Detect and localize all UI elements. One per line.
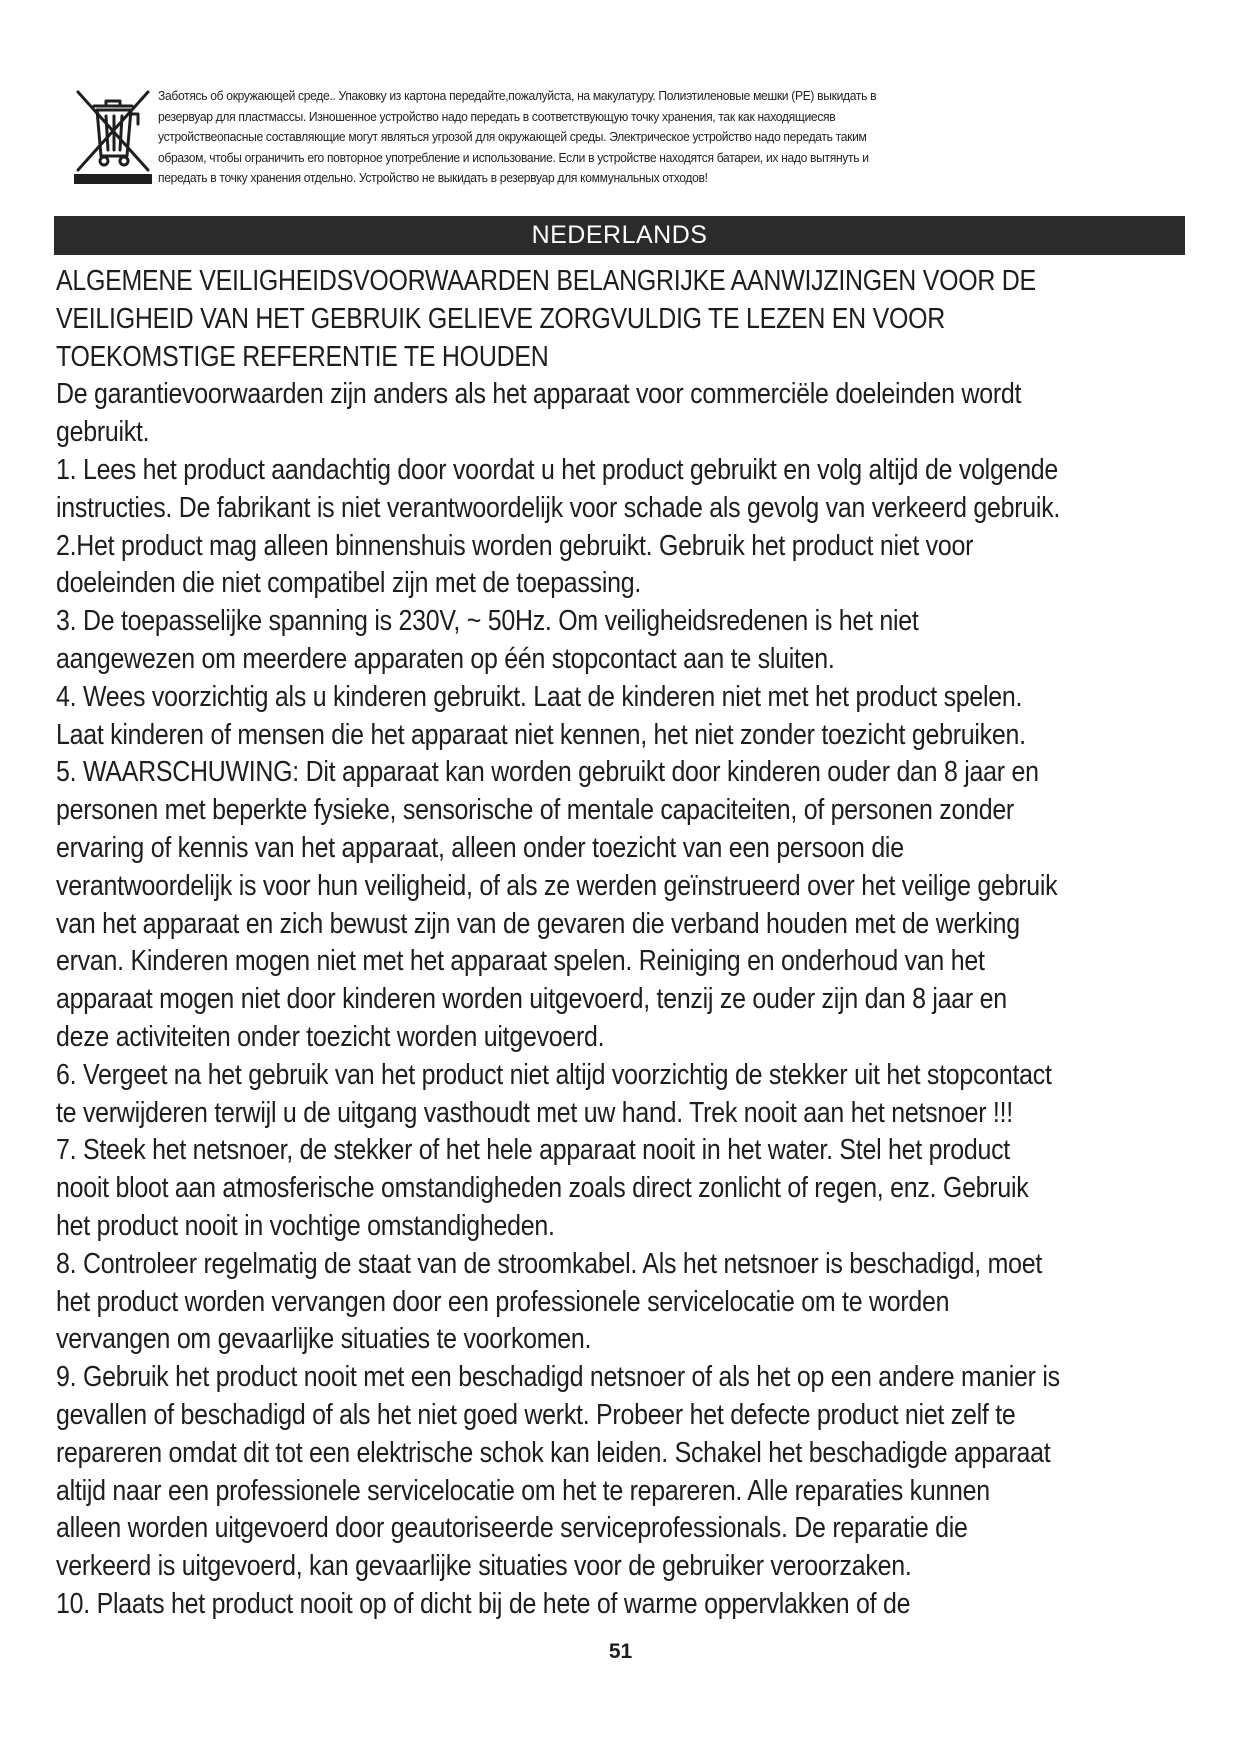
page-number: 51 (608, 1640, 633, 1663)
text-line: ervaring of kennis van het apparaat, alleen onder toezicht van een persoon die (56, 831, 904, 864)
text-line: instructies. De fabrikant is niet verantwoordelijk voor schade als gevolg van verkeerd gebruik. (56, 491, 1061, 524)
text-line: 5. WAARSCHUWING: Dit apparaat kan worden gebruikt door kinderen ouder dan 8 jaar en (56, 756, 1039, 789)
text-line: De garantievoorwaarden zijn anders als het apparaat voor commerciële doeleinden wordt (56, 378, 1022, 411)
text-line: 9. Gebruik het product nooit met een beschadigd netsnoer of als het op een andere manier is (56, 1361, 1060, 1394)
text-line: 1. Lees het product aandachtig door voordat u het product gebruikt en volg altijd de volgende (56, 453, 1059, 486)
text-line: aangewezen om meerdere apparaten op één stopcontact aan te sluiten. (56, 642, 835, 675)
text-line: van het apparaat en zich bewust zijn van de gevaren die verband houden met de werking (56, 907, 1020, 940)
text-line: Laat kinderen of mensen die het apparaat niet kennen, het niet zonder toezicht gebruiken. (56, 718, 1026, 751)
safety-instructions (56, 263, 1216, 1624)
text-line: het product nooit in vochtige omstandigheden. (56, 1209, 555, 1242)
text-line: TOEKOMSTIGE REFERENTIE TE HOUDEN (56, 340, 549, 373)
text-line: ervan. Kinderen mogen niet met het apparaat spelen. Reiniging en onderhoud van het (56, 945, 985, 978)
recycling-line: резервуар для пластмассы. Изношенное устройство надо передать в соответствующую точку хранения, так как находящиесяв (158, 108, 836, 124)
text-line: nooit bloot aan atmosferische omstandigheden zoals direct zonlicht of regen, enz. Gebruik (56, 1172, 1029, 1205)
text-line: altijd naar een professionele servicelocatie om het te repareren. Alle reparaties kunnen (56, 1474, 990, 1507)
text-line: 3. De toepasselijke spanning is 230V, ~ 50Hz. Om veiligheidsredenen is het niet (56, 605, 919, 638)
text-line: vervangen om gevaarlijke situaties te voorkomen. (56, 1323, 592, 1356)
recycling-text (158, 86, 1139, 189)
text-line: deze activiteiten onder toezicht worden uitgevoerd. (56, 1020, 605, 1053)
text-line: VEILIGHEID VAN HET GEBRUIK GELIEVE ZORGVULDIG TE LEZEN EN VOOR (56, 302, 945, 335)
recycling-line: Заботясь об окружающей среде.. Упаковку из картона передайте,пожалуйста, на макулатуру. Полиэтиленовые мешки (PE) выкидать в (158, 88, 877, 103)
text-line: 8. Controleer regelmatig de staat van de stroomkabel. Als het netsnoer is beschadigd, moet (56, 1247, 1043, 1280)
crossed-out-wheelie-bin-icon (70, 90, 156, 186)
text-line: personen met beperkte fysieke, sensorische of mentale capaciteiten, of personen zonder (56, 794, 1014, 827)
text-line: 4. Wees voorzichtig als u kinderen gebruikt. Laat de kinderen niet met het product spelen. (56, 680, 1023, 713)
text-line: te verwijderen terwijl u de uitgang vasthoudt met uw hand. Trek nooit aan het netsnoer !!! (56, 1096, 1013, 1129)
text-line: 7. Steek het netsnoer, de stekker of het hele apparaat nooit in het water. Stel het product (56, 1134, 1010, 1167)
text-line: repareren omdat dit tot een elektrische schok kan leiden. Schakel het beschadigde apparaat (56, 1436, 1051, 1469)
text-line: het product worden vervangen door een professionele servicelocatie om te worden (56, 1285, 950, 1318)
recycling-line: образом, чтобы ограничить его повторное употребление и использование. Если в устройстве находятся батареи, их надо вытянуть и (158, 149, 869, 165)
text-line: 6. Vergeet na het gebruik van het product niet altijd voorzichtig de stekker uit het stopcontact (56, 1058, 1052, 1091)
recycling-line: передать в точку хранения отдельно. Устройство не выкидать в резервуар для коммунальных отходов! (158, 170, 708, 185)
text-line: verantwoordelijk is voor hun veiligheid, of als ze werden geïnstrueerd over het veilige gebruik (56, 869, 1058, 902)
text-line: apparaat mogen niet door kinderen worden uitgevoerd, tenzij ze ouder zijn dan 8 jaar en (56, 983, 1007, 1016)
text-line: 2.Het product mag alleen binnenshuis worden gebruikt. Gebruik het product niet voor (56, 529, 974, 562)
text-line: alleen worden uitgevoerd door geautoriseerde serviceprofessionals. De reparatie die (56, 1512, 968, 1545)
recycling-line: устройствеопасные составляющие могут являться угрозой для окружающей среды. Электрическое устройство надо передать таким (158, 129, 867, 144)
language-header: NEDERLANDS (54, 216, 1185, 255)
text-line: verkeerd is uitgevoerd, kan gevaarlijke situaties voor de gebruiker veroorzaken. (56, 1550, 912, 1583)
text-line: ALGEMENE VEILIGHEIDSVOORWAARDEN BELANGRIJKE AANWIJZINGEN VOOR DE (56, 265, 1036, 297)
text-line: 10. Plaats het product nooit op of dicht bij de hete of warme oppervlakken of de (56, 1587, 911, 1620)
text-line: gevallen of beschadigd of als het niet goed werkt. Probeer het defecte product niet zelf te (56, 1398, 1016, 1431)
text-line: gebruikt. (56, 416, 150, 449)
text-line: doeleinden die niet compatibel zijn met de toepassing. (56, 567, 642, 600)
